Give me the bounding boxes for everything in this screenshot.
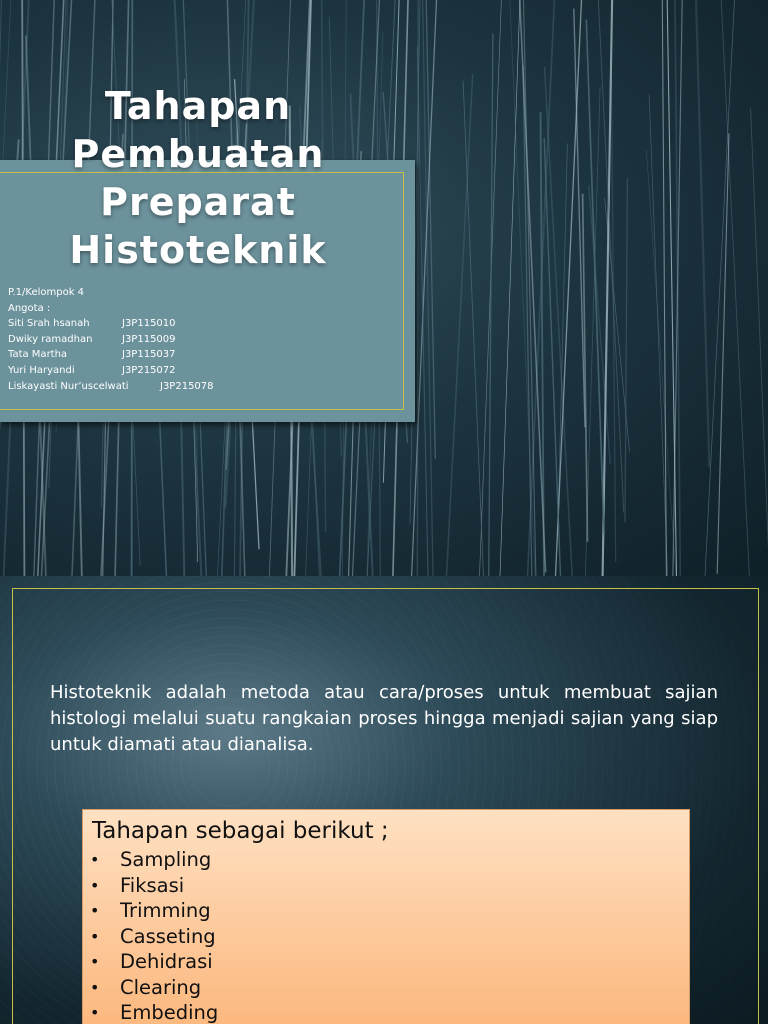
streak-line (717, 133, 729, 574)
member-id: J3P215072 (122, 364, 176, 376)
streak-line (417, 47, 428, 576)
content-slide (0, 576, 768, 1024)
group-label: P.1/Kelompok 4 (8, 287, 85, 298)
streak-line (646, 150, 676, 576)
streak-line (447, 74, 473, 576)
member-list (8, 285, 214, 394)
members-label: Angota : (8, 302, 51, 314)
member-name: Liskayasti Nur’uscelwati (8, 380, 129, 392)
member-name: Tata Martha (8, 349, 68, 361)
step-label: Fiksasi (120, 873, 185, 897)
list-item (83, 898, 218, 924)
bullet-icon: • (90, 952, 100, 971)
list-item (83, 873, 218, 899)
member-row (8, 379, 214, 395)
steps-heading: Tahapan sebagai berikut ; (92, 818, 389, 844)
member-name: Siti Srah hsanah (8, 318, 90, 330)
streak-line (625, 178, 627, 522)
title-line-4: Histoteknik (69, 228, 327, 272)
member-name: Yuri Haryandi (8, 364, 75, 376)
page-title (28, 82, 368, 274)
streak-line (751, 108, 768, 576)
streak-line (510, 0, 535, 576)
list-item (83, 847, 218, 873)
member-name: Dwiky ramadhan (8, 333, 93, 345)
title-line-2: Pembuatan (71, 132, 325, 176)
list-item (83, 1000, 218, 1024)
list-item (83, 949, 218, 975)
member-row (8, 332, 214, 348)
steps-box (82, 809, 690, 1024)
member-id: J3P215078 (160, 380, 214, 392)
member-id: J3P115010 (122, 318, 176, 330)
streak-line (463, 81, 483, 576)
bullet-icon: • (90, 977, 100, 997)
list-item (83, 975, 218, 1001)
list-item (83, 924, 218, 950)
streak-line (556, 0, 582, 576)
step-label: Embeding (120, 1001, 219, 1024)
streak-line (603, 0, 613, 576)
member-row (8, 316, 214, 332)
bullet-icon: • (90, 1003, 100, 1022)
streak-line (696, 0, 709, 467)
title-line-1: Tahapan (104, 84, 292, 128)
step-label: Clearing (120, 975, 202, 999)
bullet-icon: • (90, 875, 100, 895)
intro-paragraph: Histoteknik adalah metoda atau cara/proses untuk membuat sajian histologi melalui suatu rangkaian proses hingga menjadi sajian yang siap untuk diamati atau dianalisa. (50, 682, 718, 755)
step-label: Casseting (120, 924, 216, 948)
bullet-icon: • (90, 901, 100, 920)
step-label: Trimming (120, 899, 211, 922)
steps-list (83, 847, 218, 1024)
streak-line (721, 0, 749, 576)
member-row (8, 363, 214, 379)
member-row (8, 347, 214, 363)
bullet-icon: • (90, 850, 100, 869)
streak-line (673, 0, 682, 576)
title-line-3: Preparat (100, 180, 296, 224)
bullet-icon: • (90, 926, 100, 946)
streak-line (500, 0, 520, 576)
member-id: J3P115037 (122, 349, 176, 361)
step-label: Dehidrasi (120, 950, 213, 973)
streak-line (489, 34, 493, 577)
step-label: Sampling (120, 848, 212, 871)
member-id: J3P115009 (122, 333, 176, 345)
